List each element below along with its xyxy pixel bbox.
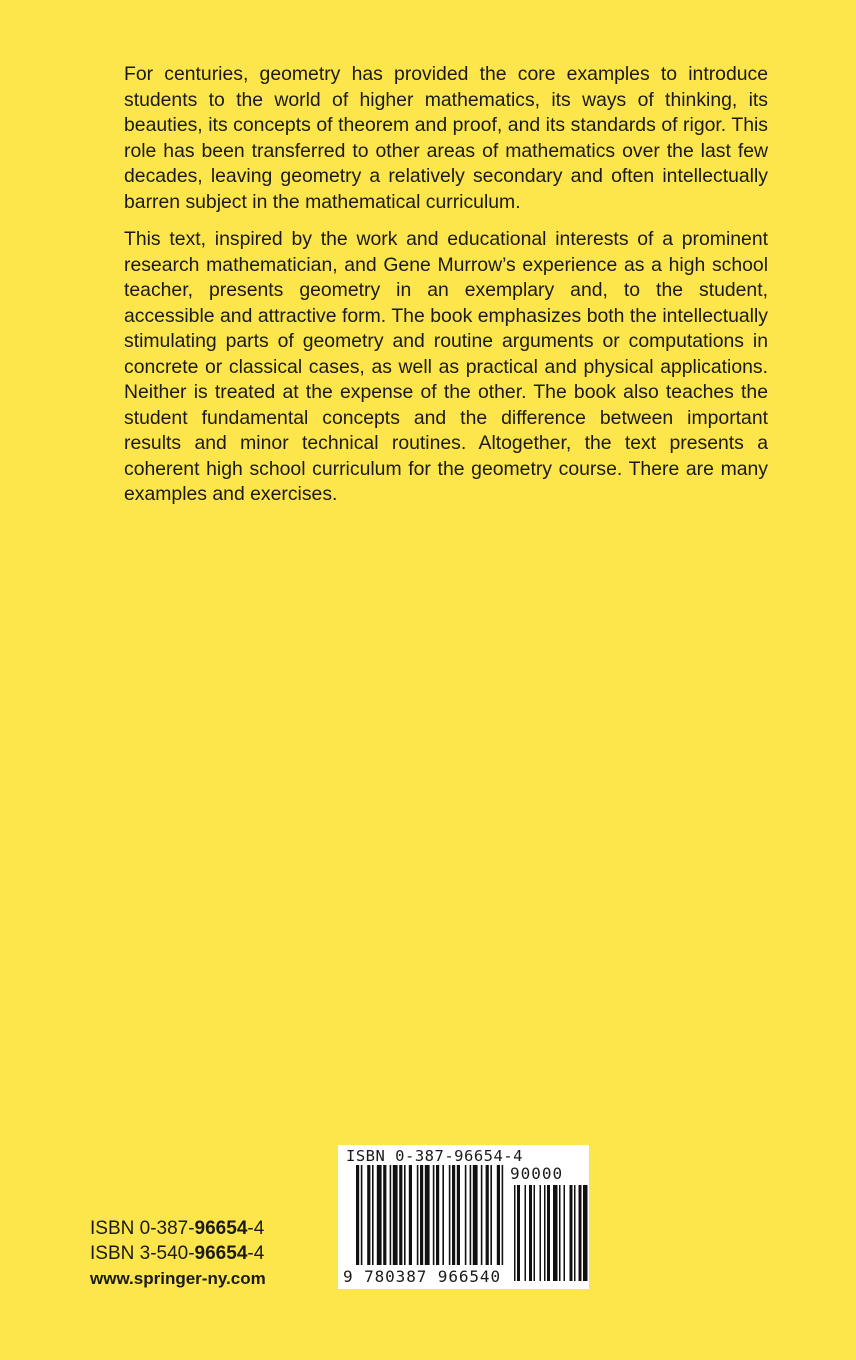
barcode-addon-bar (534, 1185, 536, 1281)
barcode-addon-bar (559, 1185, 561, 1281)
barcode-bar (442, 1165, 444, 1265)
barcode-addon-bar (517, 1185, 520, 1281)
barcode-bar (425, 1165, 430, 1265)
barcode-bar (409, 1165, 412, 1265)
blurb-paragraph-2: This text, inspired by the work and educational interests of a prominent research mathematician, and Gene Murrow’s experience as a high school teacher, presents geometry in an exemplary and, to the student, accessible and attractive form. The book emphasizes both the intellectually stimulating parts of geometry and routine arguments or computations in concrete or classical cases, as well as practical and physical applications. Neither is treated at the expense of the other. The book also teaches the student fundamental concepts and the difference between important results and minor technical routines. Altogether, the text presents a coherent high school curriculum for the geometry course. There are many examples and exercises. (124, 228, 768, 505)
barcode-addon-bar (514, 1185, 516, 1281)
barcode-addon-bar (564, 1185, 566, 1281)
barcode-bar (433, 1165, 435, 1265)
barcode-bar (436, 1165, 439, 1265)
barcode-bar (457, 1165, 460, 1265)
isbn-1-bold: 96654 (194, 1218, 248, 1239)
barcode-bar (473, 1165, 478, 1265)
isbn-info (90, 1216, 266, 1291)
barcode-addon-bar (529, 1185, 532, 1281)
barcode-bar (502, 1165, 504, 1265)
barcode-bar (481, 1165, 483, 1265)
blurb-paragraph-1: For centuries, geometry has provided the core examples to introduce students to the world of higher mathematics, its ways of thinking, its beauties, its concepts of theorem and proof, and its standards of rigor. This role has been transferred to other areas of mathematics over the last few decades, leaving geometry a relatively secondary and often intellectually barren subject in the mathematical curriculum. (124, 63, 768, 213)
barcode-bar (399, 1165, 402, 1265)
barcode-bar (372, 1165, 374, 1265)
barcode-bar (377, 1165, 382, 1265)
barcode-bar (497, 1165, 500, 1265)
barcode-isbn-text: ISBN 0-387-96654-4 (346, 1147, 523, 1165)
barcode-addon-bar (583, 1185, 588, 1281)
barcode (338, 1145, 589, 1289)
barcode-bar (361, 1165, 363, 1265)
isbn-2-prefix: ISBN 3-540- (90, 1243, 195, 1264)
isbn-1-prefix: ISBN 0-387- (90, 1218, 195, 1239)
isbn-2-suffix: -4 (247, 1243, 265, 1264)
barcode-addon-bar (547, 1185, 550, 1281)
barcode-bar (390, 1165, 392, 1265)
barcode-bar (470, 1165, 472, 1265)
isbn-line-1 (90, 1216, 266, 1241)
back-cover-blurb (124, 62, 768, 520)
barcode-bar (449, 1165, 451, 1265)
barcode-bar (465, 1165, 467, 1265)
barcode-bar (367, 1165, 370, 1265)
barcode-addon-bar (553, 1185, 558, 1281)
barcode-ean-text: 9 780387 966540 (343, 1267, 501, 1286)
barcode-bar (490, 1165, 492, 1265)
barcode-bar (404, 1165, 406, 1265)
isbn-1-suffix: -4 (247, 1218, 265, 1239)
barcode-addon-bar (570, 1185, 573, 1281)
barcode-bar (383, 1165, 386, 1265)
barcode-addon-bar (540, 1185, 542, 1281)
barcode-bar (486, 1165, 489, 1265)
barcode-bar (417, 1165, 419, 1265)
isbn-line-2 (90, 1241, 266, 1266)
barcode-bar (393, 1165, 398, 1265)
publisher-website[interactable]: www.springer-ny.com (90, 1269, 266, 1288)
isbn-2-bold: 96654 (194, 1243, 248, 1264)
barcode-addon-bar (544, 1185, 546, 1281)
barcode-addon-bar (574, 1185, 576, 1281)
barcode-bar (452, 1165, 455, 1265)
barcode-bar (420, 1165, 423, 1265)
barcode-addon-bar (525, 1185, 527, 1281)
barcode-addon-bar (579, 1185, 582, 1281)
barcode-bar (356, 1165, 359, 1265)
barcode-price-code: 90000 (510, 1164, 564, 1183)
